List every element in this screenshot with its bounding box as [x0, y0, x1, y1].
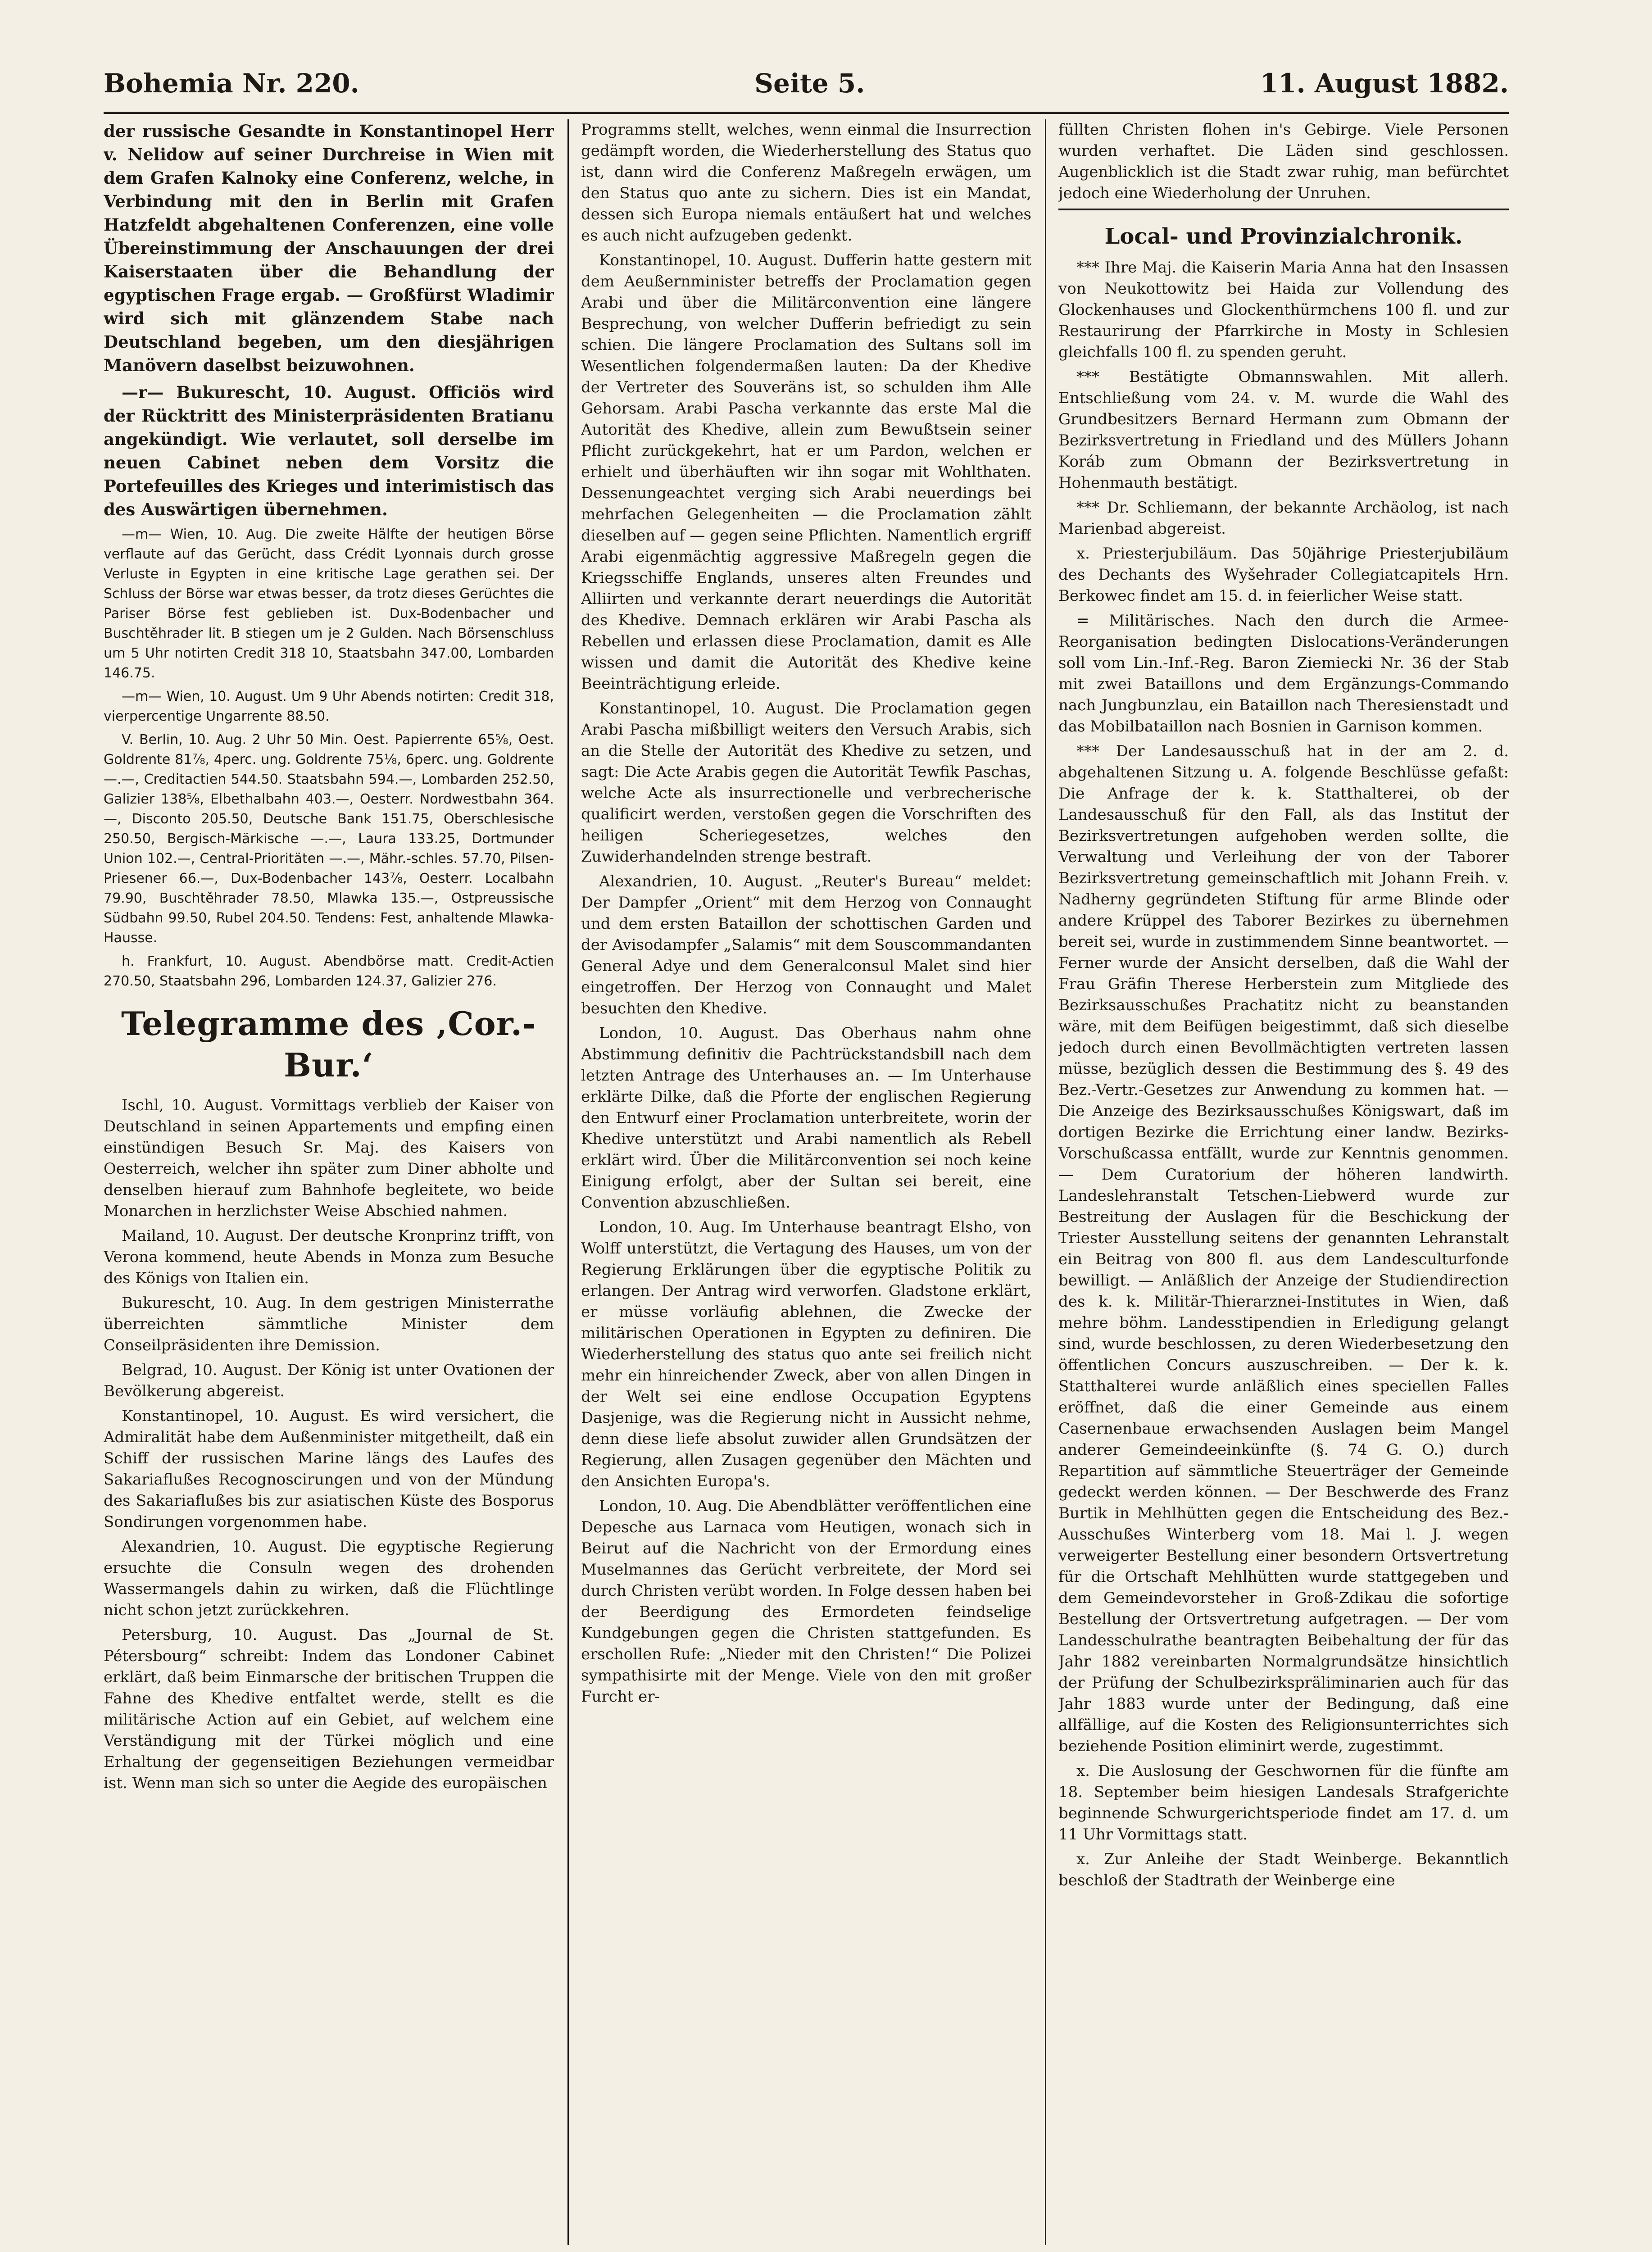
telegram-mailand: Mailand, 10. August. Der deutsche Kronprinz trifft, von Verona kommend, heute Abends in Monza zum Besuche des Königs von Italien ein. — [104, 1227, 554, 1287]
telegram-london-abendblaetter: London, 10. Aug. Die Abendblätter veröffentlichen eine Depesche aus Larnaca vom Heutigen, wonach sich in Beirut auf die Nachricht von der Ermordung eines Muselmannes das Gerücht verbreitete, der Mord sei durch Christen verübt worden. In Folge dessen haben bei der Beerdigung des Ermordeten feindselige Kundgebungen gegen die Christen stattgefunden. Es erschollen Rufe: „Nieder mit den Christen!“ Die Polizei sympathisirte mit der Menge. Viele von den mit großer Furcht er- — [581, 1497, 1031, 1706]
telegram-belgrad: Belgrad, 10. August. Der König ist unter Ovationen der Bevölkerung abgereist. — [104, 1361, 554, 1400]
column-divider-1 — [567, 119, 569, 2245]
header-rule — [104, 112, 1509, 114]
newspaper-page — [104, 59, 1509, 2252]
telegram-konstantinopel-2: Konstantinopel, 10. August. Die Proclamation gegen Arabi Pascha mißbilligt weiters den Versuch Arabis, sich an die Stelle der Autorität des Khedive zu setzen, und sagt: Die Acte Arabis gegen die Autorität Tewfik Paschas, welche Acte als insurrectionelle und verbrecherische qualificirt werden, verstoßen gegen die Vorschriften des heiligen Scheriegesetzes, welches den Zuwiderhandelnden strenge bestraft. — [581, 699, 1031, 866]
market-report-frankfurt: h. Frankfurt, 10. August. Abendbörse matt. Credit-Actien 270.50, Staatsbahn 296, Lombarden 124.37, Galizier 276. — [104, 953, 554, 989]
telegram-konstantinopel-proclamation: Konstantinopel, 10. August. Dufferin hatte gestern mit dem Aeußernminister betreffs der Proclamation gegen Arabi und über die Militärconvention eine längere Besprechung, von welcher Dufferin befriedigt zu sein schien. Die längere Proclamation des Sultans soll im Wesentlichen folgendermaßen lauten: Da der Khedive der Vertreter des Souveräns ist, so schulden ihm Alle Gehorsam. Arabi Pascha verkannte das erste Mal die Autorität des Khedive, allein zum Bewußtsein seiner Pflicht zurückgekehrt, hat er um Pardon, welchen er erhielt und überhäuften wir ihn sogar mit Wohlthaten. Dessenungeachtet verging sich Arabi neuerdings bei mehrfachen Gelegenheiten — die Proclamation zählt dieselben auf — gegen seine Pflichten. Namentlich ergriff Arabi eigenmächtig aggressive Maßregeln gegen die Kriegsschiffe Englands, unseres alten Freundes und Alliirten und verkannte derart neuerdings die Autorität des Khedive. Demnach erklären wir Arabi Pascha als Rebellen und erlassen diese Proclamation, damit es Alle wissen und damit die Autorität des Khedive keine Beeinträchtigung erleide. — [581, 251, 1031, 693]
telegram-london-oberhaus: London, 10. August. Das Oberhaus nahm ohne Abstimmung definitiv die Pachtrückstandsbill nach dem letzten Antrage des Unterhauses an. — Im Unterhause erklärte Dilke, daß die Pforte der englischen Regierung den Entwurf einer Proclamation unterbreitete, worin der Khedive unterstützt und Arabi namentlich als Rebell erklärt wird. Über die Militärconvention sei noch keine Einigung erfolgt, aber der Sultan sei bereit, eine Convention abzuschließen. — [581, 1024, 1031, 1212]
news-geschwornen: x. Die Auslosung der Geschwornen für die fünfte am 18. September beim hiesigen Landesals Strafgerichte beginnende Schwurgerichtsperiode findet am 17. d. um 11 Uhr Vormittags statt. — [1058, 1762, 1509, 1843]
header-page-number: Seite 5. — [754, 68, 865, 99]
market-report-vienna-1: —m— Wien, 10. Aug. Die zweite Hälfte der heutigen Börse verflaute auf das Gerücht, dass Crédit Lyonnais durch grosse Verluste in Egypten in eine kritische Lage gerathen sei. Der Schluss der Börse war etwas besser, da trotz dieses Gerüchtes die Pariser Börse fest geblieben ist. Dux-Bodenbacher und Buschtěhrader lit. B stiegen um je 2 Gulden. Nach Börsenschluss um 5 Uhr notirten Credit 318 10, Staatsbahn 347.00, Lombarden 146.75. — [104, 527, 554, 681]
column-1 — [104, 119, 554, 2252]
news-priesterjubilaeum: x. Priesterjubiläum. Das 50jährige Priesterjubiläum des Dechants des Wyšehrader Collegiatcapitels Hrn. Berkowec findet am 15. d. in feierlicher Weise statt. — [1058, 545, 1509, 605]
section-title-telegrams: Telegramme des ‚Cor.-Bur.‘ — [121, 1004, 536, 1084]
market-report-berlin: V. Berlin, 10. Aug. 2 Uhr 50 Min. Oest. Papierrente 65⅝, Oest. Goldrente 81⅞, 4perc. ung. Goldrente 75⅛, 6perc. ung. Goldrente —.—, Creditactien 544.50. Staatsbahn 594.—, Lombarden 252.50, Galizier 138⅝, Elbethalbahn 403.—, Oesterr. Nordwestbahn 364.—, Disconto 205.50, Deutsche Bank 151.75, Oberschlesische 250.50, Bergisch-Märkische —.—, Laura 133.25, Dortmunder Union 102.—, Central-Prioritäten —.—, Mähr.-schles. 57.70, Pilsen-Priesener 66.—, Dux-Bodenbacher 143⅞, Oesterr. Localbahn 79.90, Buschtěhrader 78.50, Mlawka 135.—, Ostpreussische Südbahn 99.50, Rubel 204.50. Tendens: Fest, anhaltende Mlawka-Hausse. — [104, 732, 554, 946]
telegram-ischl: Ischl, 10. August. Vormittags verblieb der Kaiser von Deutschland in seinen Appartements und empfing einen einstündigen Besuch Sr. Maj. des Kaisers von Oesterreich, welcher ihn später zum Diner abholte und denselben hierauf zum Bahnhofe begleitete, wo beide Monarchen in herzlichster Weise Abschied nahmen. — [104, 1096, 554, 1220]
column-divider-2 — [1045, 119, 1046, 2245]
telegram-london-unterhaus: London, 10. Aug. Im Unterhause beantragt Elsho, von Wolff unterstützt, die Vertagung des Hauses, um von der Regierung Erklärungen über die egyptische Politik zu erlangen. Der Antrag wird verworfen. Gladstone erklärt, er müsse vorläufig ablehnen, die Zwecke der militärischen Operationen in Egypten zu definiren. Die Wiederherstellung des status quo ante sei freilich nicht mehr ein hinreichender Zweck, aber von allen Dingen in der Welt sei eine endlose Occupation Egyptens Dasjenige, was die Regierung nicht in Aussicht nehme, denn diese liefe absolut zuwider allen Grundsätzen der Regierung, allen Zusagen gegenüber den Mächten und den Ansichten Europa's. — [581, 1218, 1031, 1490]
news-militaerisches: = Militärisches. Nach den durch die Armee-Reorganisation bedingten Dislocations-Veränderungen soll vom Lin.-Inf.-Reg. Baron Ziemiecki Nr. 36 der Stab mit zwei Bataillons und dem Ergänzungs-Commando nach Jungbunzlau, ein Bataillon nach Theresienstadt und das Mobilbataillon nach Bosnien in Garnison kommen. — [1058, 612, 1509, 736]
article-bucharest-resignation: —r— Bukurescht, 10. August. Officiös wird der Rücktritt des Ministerpräsidenten Bratianu angekündigt. Wie verlautet, soll derselbe im neuen Cabinet neben dem Vorsitz die Portefeuilles des Krieges und interimistisch das des Auswärtigen übernehmen. — [104, 382, 554, 519]
column-3 — [1058, 119, 1509, 2252]
column-2 — [581, 119, 1031, 2252]
news-obmannswahlen: *** Bestätigte Obmannswahlen. Mit allerh. Entschließung vom 24. v. M. wurde die Wahl des Grundbesitzers Bernard Hermann zum Obmann der Bezirksvertretung in Friedland und des Müllers Johann Koráb zum Obmann der Bezirksvertretung in Hohenmauth bestätigt. — [1058, 368, 1509, 492]
telegram-petersburg: Petersburg, 10. August. Das „Journal de St. Pétersbourg“ schreibt: Indem das Londoner Cabinet erklärt, daß beim Einmarsche der britischen Truppen die Fahne des Khedive entfaltet werde, stellt es die militärische Action auf ein Gebiet, auf welchem eine Verständigung mit der Türkei möglich und eine Erhaltung der gegenseitigen Beziehungen vermeidbar ist. Wenn man sich so unter die Aegide des europäischen — [104, 1626, 554, 1792]
telegram-alexandrien: Alexandrien, 10. August. Die egyptische Regierung ersuchte die Consuln wegen des drohenden Wassermangels dahin zu wirken, daß die Flüchtlinge nicht schon jetzt zurückkehren. — [104, 1538, 554, 1619]
header-date: 11. August 1882. — [1260, 68, 1509, 99]
header-paper-number: Bohemia Nr. 220. — [104, 68, 359, 99]
telegram-petersburg-cont: Programms stellt, welches, wenn einmal die Insurrection gedämpft worden, die Wiederherstellung des Status quo ist, dann wird die Conferenz Maßregeln erwägen, um den Status quo ante zu sichern. Dies ist ein Mandat, dessen sich Europa niemals entäußert hat und welches es auch nicht aufzugeben gedenkt. — [581, 121, 1031, 245]
telegram-alexandrien-reuter: Alexandrien, 10. August. „Reuter's Bureau“ meldet: Der Dampfer „Orient“ mit dem Herzog von Connaught und dem ersten Bataillon der schottischen Garden und der Avisodampfer „Salamis“ mit dem Souscommandanten General Adye und dem Generalconsul Malet sind hier eingetroffen. Der Herzog von Connaught und Malet besuchten den Khedive. — [581, 872, 1031, 1017]
market-report-vienna-2: —m— Wien, 10. August. Um 9 Uhr Abends notirten: Credit 318, vierpercentige Ungarrente 88.50. — [104, 689, 554, 724]
page-header — [104, 59, 1509, 108]
news-landesausschuss: *** Der Landesausschuß hat in der am 2. d. abgehaltenen Sitzung u. A. folgende Beschlüsse gefaßt: Die Anfrage der k. k. Statthalterei, ob der Landesausschuß für den Fall, als das Institut der Bezirksvertretungen aufgehoben werden sollte, die Verwaltung und Verleihung der von der Taborer Bezirksvertretung gemeinschaftlich mit Johann Freih. v. Nadherny gegründeten Stiftung für arme Blinde oder andere Krüppel des Taborer Bezirkes zu übernehmen bereit sei, wurde in zustimmendem Sinne beantwortet. — Ferner wurde der Ansicht derselben, daß die Wahl der Frau Gräfin Therese Herberstein zum Mitgliede des Bezirksausschußes Prachatitz nicht zu beanstanden wäre, mit dem Beifügen beigestimmt, daß sich dieselbe jedoch durch einen Bevollmächtigten vertreten lassen müsse, bezüglich dessen die Bestimmung des §. 49 des Bez.-Vertr.-Gesetzes zur Anwendung zu kommen hat. — Die Anzeige des Bezirksausschußes Königswart, daß im dortigen Bezirke die Errichtung einer landw. Bezirks-Vorschußcassa entfällt, wurde zur Kenntnis genommen. — Dem Curatorium der höheren landwirth. Landeslehranstalt Tetschen-Liebwerd wurde zur Bestreitung der Auslagen für die Beschickung der Triester Ausstellung seitens der genannten Lehranstalt ein Beitrag von 800 fl. aus dem Landesculturfonde bewilligt. — Anläßlich der Anzeige der Studiendirection des k. k. Militär-Thierarznei-Institutes in Wien, daß mehre böhm. Landesstipendien in Erledigung gelangt sind, wurde beschlossen, zu deren Wiederbesetzung den öffentlichen Concurs auszuschreiben. — Der k. k. Statthalterei wurde anläßlich eines speciellen Falles eröffnet, daß die einer Gemeinde aus einem Casernenbaue erwachsenden Auslagen beim Mangel anderer Gemeindeeinkünfte (§. 74 G. O.) durch Repartition auf sämmtliche Steuerträger der Gemeinde gedeckt werden können. — Der Beschwerde des Franz Burtik in Mehlhütten gegen die Entscheidung des Bez.-Ausschußes Winterberg vom 18. Mai l. J. wegen verweigerter Bestellung einer besondern Ortsvertretung für die Ortschaft Mehlhütten wurde stattgegeben und dem Gemeindevorsteher in Groß-Zdikau die sofortige Bestellung der Ortsvertretung aufgetragen. — Der vom Landesschulrathe beantragten Beibehaltung der für das Jahr 1882 vereinbarten Normalgrundsätze hinsichtlich der Prüfung der Schulbezirkspräliminarien auch für das Jahr 1883 wurde unter der Bedingung, daß eine allfällige, auf die Kosten des Religionsunterrichtes sich beziehende Position eliminirt werde, zugestimmt. — [1058, 742, 1509, 1755]
section-title-local-chronicle: Local- und Provinzialchronik. — [1058, 209, 1509, 252]
news-schliemann: *** Dr. Schliemann, der bekannte Archäolog, ist nach Marienbad abgereist. — [1058, 499, 1509, 538]
news-anleihe-weinberge: x. Zur Anleihe der Stadt Weinberge. Bekanntlich beschloß der Stadtrath der Weinberge eine — [1058, 1850, 1509, 1889]
telegram-london-cont: füllten Christen flohen in's Gebirge. Viele Personen wurden verhaftet. Die Läden sind geschlossen. Augenblicklich ist die Stadt zwar ruhig, man befürchtet jedoch eine Wiederholung der Unruhen. — [1058, 121, 1509, 202]
news-empress-donation: *** Ihre Maj. die Kaiserin Maria Anna hat den Insassen von Neukottowitz bei Haida zur Vollendung des Glockenhauses und Glockenthürmchens 100 fl. und zur Restaurirung der Pfarrkirche in Mosty in Schlesien gleichfalls 100 fl. zu spenden geruht. — [1058, 259, 1509, 361]
telegram-bukurescht: Bukurescht, 10. Aug. In dem gestrigen Ministerrathe überreichten sämmtliche Minister dem Conseilpräsidenten ihre Demission. — [104, 1294, 554, 1354]
article-russian-envoy: der russische Gesandte in Konstantinopel Herr v. Nelidow auf seiner Durchreise in Wien mit dem Grafen Kalnoky eine Conferenz, welche, in Verbindung mit den in Berlin mit Grafen Hatzfeldt abgehaltenen Conferenzen, eine volle Übereinstimmung der Anschauungen der drei Kaiserstaaten über die Behandlung der egyptischen Frage ergab. — Großfürst Wladimir wird sich mit glänzendem Stabe nach Deutschland begeben, um den diesjährigen Manövern daselbst beizuwohnen. — [104, 121, 554, 375]
telegram-konstantinopel: Konstantinopel, 10. August. Es wird versichert, die Admiralität habe dem Außenminister mitgetheilt, daß ein Schiff der russischen Marine längs des Laufes des Sakariaflußes Recognoscirungen und von der Mündung des Sakariaflußes bis zur asiatischen Küste des Bosporus Sondirungen vorgenommen habe. — [104, 1407, 554, 1531]
